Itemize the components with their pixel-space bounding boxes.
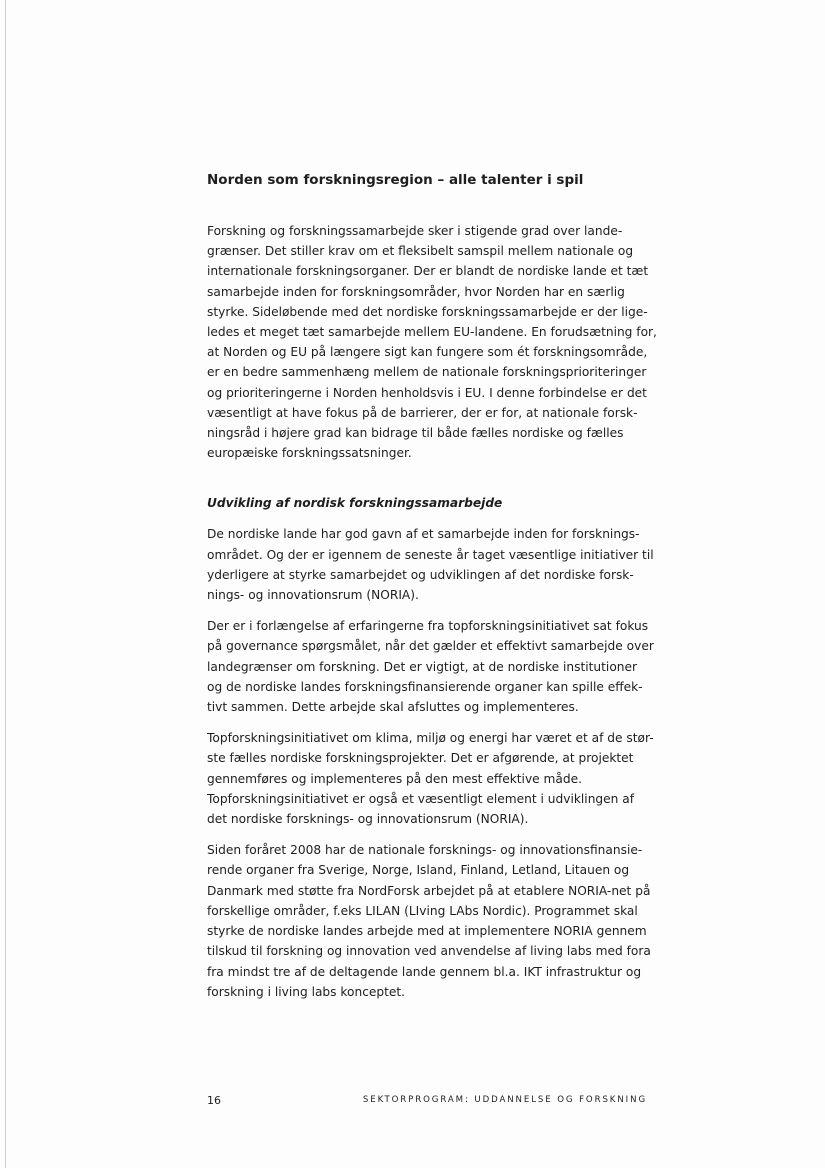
- page-footer: [207, 1094, 647, 1110]
- text-line: forskellige områder, f.eks LILAN (LIving LAbs Nordic). Programmet skal: [207, 903, 638, 918]
- text-line: Der er i forlængelse af erfaringerne fra topforskningsinitiativet sat fokus: [207, 619, 649, 634]
- scan-edge-line: [5, 0, 6, 1168]
- text-line: det nordiske forsknings- og innovationsrum (NORIA).: [207, 812, 529, 827]
- body-paragraph-3: [207, 728, 659, 829]
- text-line: at Norden og EU på længere sigt kan fungere som ét forskningsområde,: [207, 345, 648, 360]
- body-paragraph-1: [207, 524, 659, 605]
- text-line: væsentligt at have fokus på de barrierer, der er for, at nationale forsk-: [207, 405, 638, 420]
- text-line: tilskud til forskning og innovation ved anvendelse af living labs med fora: [207, 944, 651, 959]
- body-paragraph-2: [207, 616, 659, 717]
- text-line: og prioriteringerne i Norden henholdsvis i EU. I denne forbindelse er det: [207, 385, 647, 400]
- text-line: Topforskningsinitiativet om klima, miljø og energi har været et af de stør-: [207, 731, 654, 746]
- text-line: forskning i living labs konceptet.: [207, 984, 406, 999]
- main-content: [207, 170, 659, 1013]
- body-paragraph-4: [207, 840, 659, 1002]
- text-line: gennemføres og implementeres på den mest effektive måde.: [207, 771, 582, 786]
- text-line: Forskning og forskningssamarbejde sker i stigende grad over lande-: [207, 224, 623, 238]
- text-line: yderligere at styrke samarbejdet og udviklingen af det nordiske forsk-: [207, 567, 634, 582]
- subsection-heading: Udvikling af nordisk forskningssamarbejde: [207, 496, 503, 511]
- text-line: internationale forskningsorganer. Der er blandt de nordiske lande et tæt: [207, 264, 649, 279]
- text-line: Topforskningsinitiativet er også et væsentligt element i udviklingen af: [207, 791, 635, 806]
- text-line: på governance spørgsmålet, når det gælder et effektivt samarbejde over: [207, 639, 654, 654]
- text-line: fra mindst tre af de deltagende lande gennem bl.a. IKT infrastruktur og: [207, 964, 642, 979]
- text-line: tivt sammen. Dette arbejde skal afsluttes og implementeres.: [207, 700, 579, 715]
- text-line: landegrænser om forskning. Det er vigtigt, at de nordiske institutioner: [207, 659, 638, 674]
- text-line: rende organer fra Sverige, Norge, Island, Finland, Letland, Litauen og: [207, 863, 630, 878]
- section-heading: Norden som forskningsregion – alle talenter i spil: [207, 172, 584, 188]
- text-line: ningsråd i højere grad kan bidrage til både fælles nordiske og fælles: [207, 426, 624, 441]
- text-line: er en bedre sammenhæng mellem de nationale forskningsprioriteringer: [207, 365, 647, 380]
- text-line: nings- og innovationsrum (NORIA).: [207, 588, 419, 603]
- text-line: europæiske forskningssatsninger.: [207, 446, 412, 461]
- text-line: ledes et meget tæt samarbejde mellem EU-landene. En forudsætning for,: [207, 325, 657, 340]
- text-line: grænser. Det stiller krav om et fleksibelt samspil mellem nationale og: [207, 244, 634, 259]
- page-number: 16: [207, 1094, 221, 1107]
- text-line: styrke de nordiske landes arbejde med at implementere NORIA gennem: [207, 924, 647, 939]
- running-footer-title: SEKTORPROGRAM: UDDANNELSE OG FORSKNING: [362, 1095, 647, 1105]
- text-line: området. Og der er igennem de seneste år taget væsentlige initiativer til: [207, 547, 654, 562]
- text-line: samarbejde inden for forskningsområder, hvor Norden har en særlig: [207, 284, 625, 299]
- text-line: De nordiske lande har god gavn af et samarbejde inden for forsknings-: [207, 527, 640, 542]
- intro-paragraph: [207, 221, 659, 463]
- text-line: Siden foråret 2008 har de nationale forsknings- og innovationsfinansie-: [207, 843, 643, 858]
- text-line: styrke. Sideløbende med det nordiske forskningssamarbejde er der lige-: [207, 304, 648, 319]
- text-line: Danmark med støtte fra NordForsk arbejdet på at etablere NORIA-net på: [207, 883, 651, 898]
- text-line: ste fælles nordiske forskningsprojekter. Det er afgørende, at projektet: [207, 751, 634, 766]
- text-line: og de nordiske landes forskningsfinansierende organer kan spille effek-: [207, 679, 643, 694]
